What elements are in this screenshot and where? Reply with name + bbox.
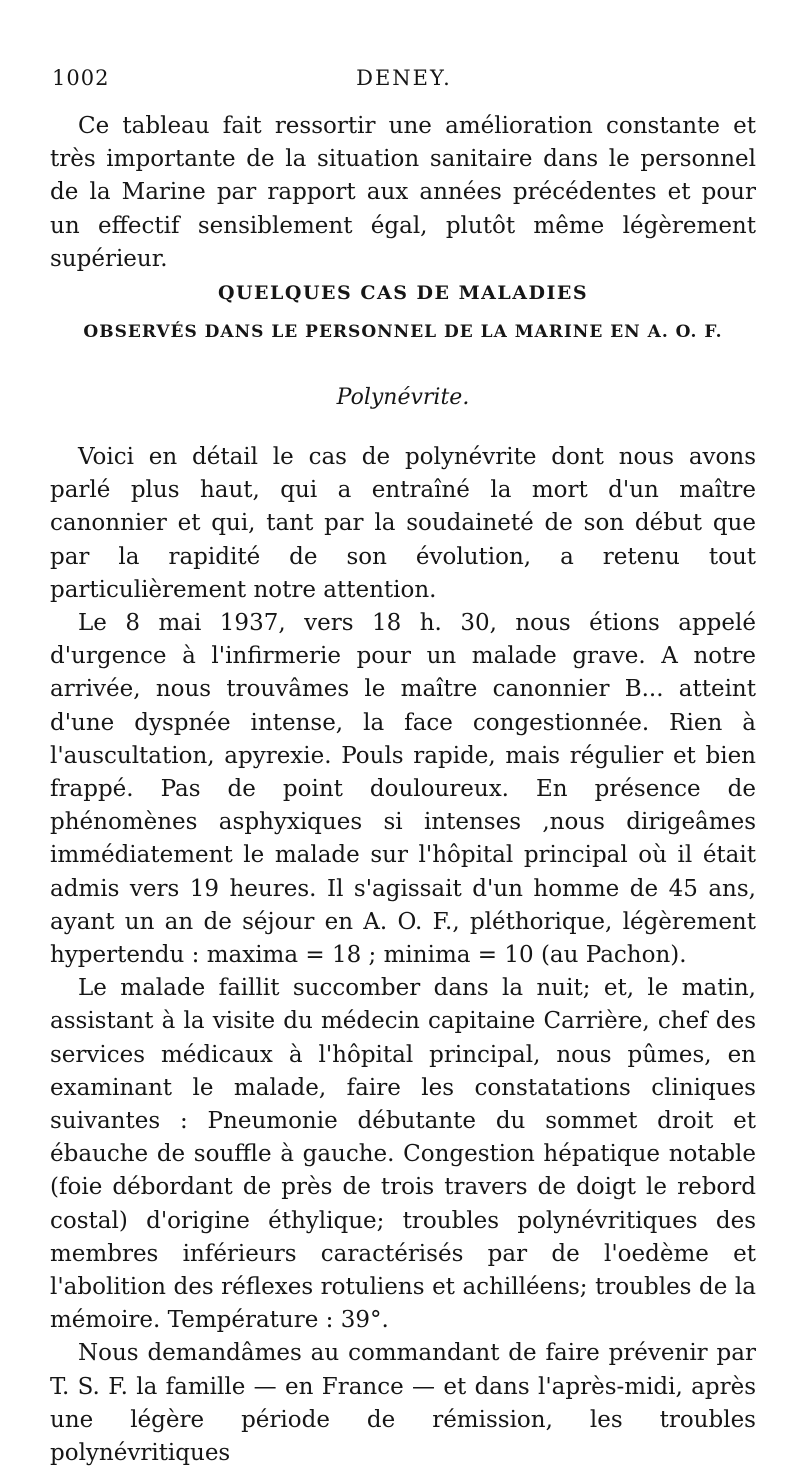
section-subheading: Polynévrite.	[336, 385, 470, 410]
paragraph: Voici en détail le cas de polynévrite dont nous avons parlé plus haut, qui a entraîné la mort d'un maître canonnier et qui, tant par la soudaineté de son début que par la rapidité de son évolution, a retenu tout particulièrement notre attention.	[50, 444, 756, 603]
running-head: DENEY.	[356, 66, 452, 90]
page-number: 1002	[52, 66, 110, 90]
intro-paragraph-block	[50, 110, 756, 276]
paragraph: Ce tableau fait ressortir une amélioration constante et très importante de la situation sanitaire dans le personnel de la Marine par rapport aux années précédentes et pour un effectif sensiblement égal, plutôt même légèrement supérieur.	[50, 113, 756, 272]
section-heading-line-2: OBSERVÉS DANS LE PERSONNEL DE LA MARINE EN A. O. F.	[83, 322, 723, 342]
section-heading-line-1: QUELQUES CAS DE MALADIES	[217, 282, 589, 304]
main-text-block	[50, 441, 756, 1470]
paragraph: Nous demandâmes au commandant de faire prévenir par T. S. F. la famille — en France — et dans l'après-midi, après une légère période de rémission, les troubles polynévritiques	[50, 1340, 756, 1467]
paragraph: Le 8 mai 1937, vers 18 h. 30, nous étions appelé d'urgence à l'infirmerie pour un malade grave. A notre arrivée, nous trouvâmes le maître canonnier B... atteint d'une dyspnée intense, la face congestionnée. Rien à l'auscultation, apyrexie. Pouls rapide, mais régulier et bien frappé. Pas de point douloureux. En présence de phénomènes asphyxiques si intenses ,nous dirigeâmes immédiatement le malade sur l'hôpital principal où il était admis vers 19 heures. Il s'agissait d'un homme de 45 ans, ayant un an de séjour en A. O. F., pléthorique, légèrement hypertendu : maxima = 18 ; minima = 10 (au Pachon).	[50, 610, 756, 969]
page-header	[52, 66, 756, 92]
paragraph: Le malade faillit succomber dans la nuit; et, le matin, assistant à la visite du médecin capitaine Carrière, chef des services médicaux à l'hôpital principal, nous pûmes, en examinant le malade, faire les constatations cliniques suivantes : Pneumonie débutante du sommet droit et ébauche de souffle à gauche. Congestion hépatique notable (foie débordant de près de trois travers de doigt le rebord costal) d'origine éthylique; troubles polynévritiques des membres inférieurs caractérisés par de l'oedème et l'abolition des réflexes rotuliens et achilléens; troubles de la mémoire. Température : 39°.	[50, 975, 756, 1334]
